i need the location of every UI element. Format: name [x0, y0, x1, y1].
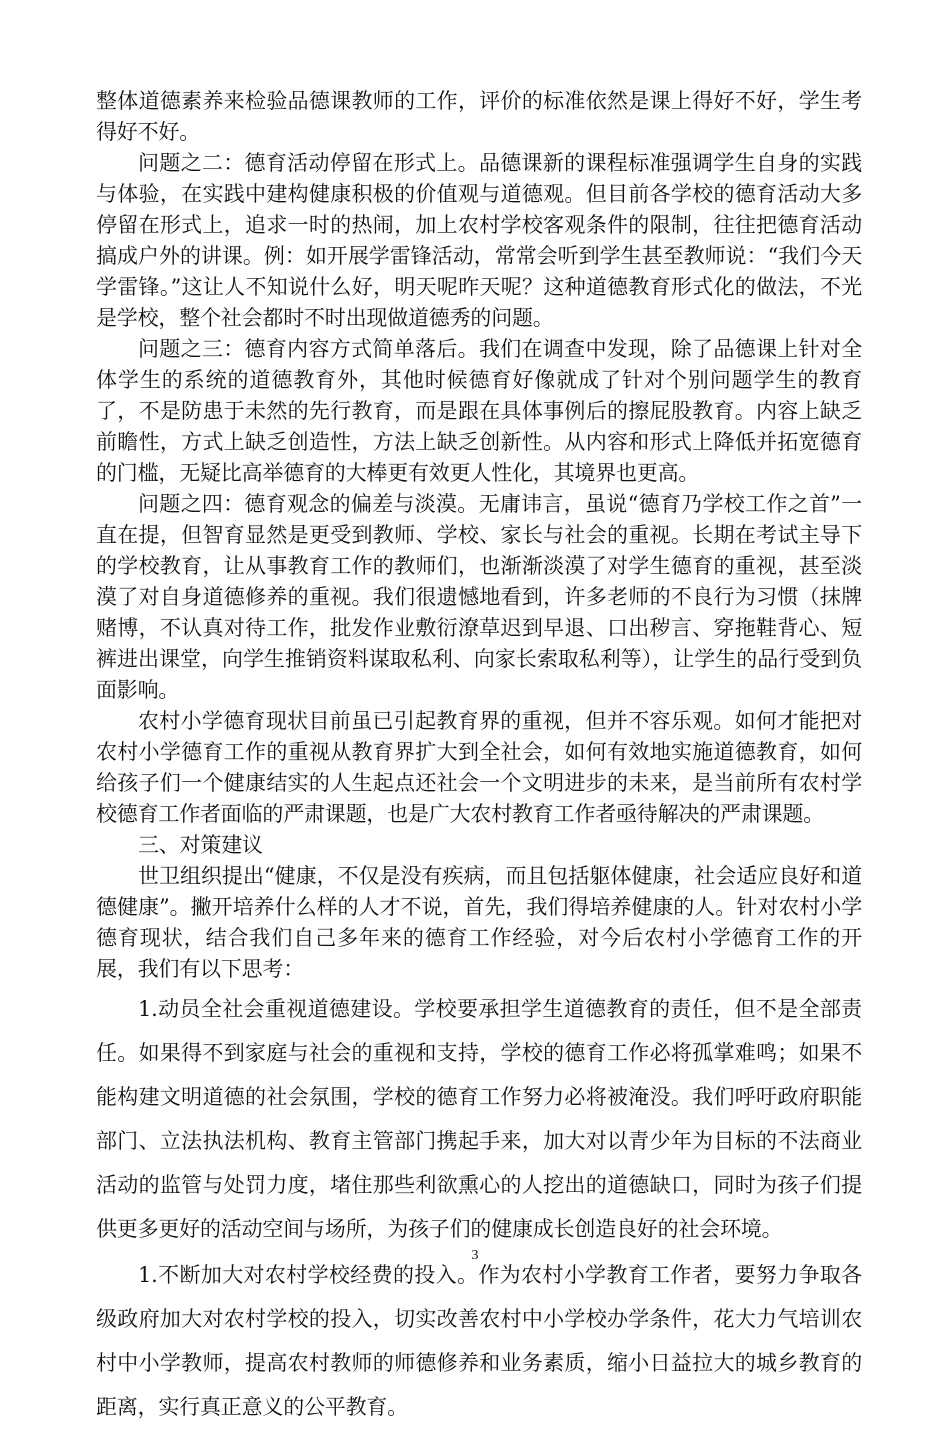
- paragraph-who-definition: 世卫组织提出“健康，不仅是没有疾病，而且包括躯体健康，社会适应良好和道德健康”。撇开培养什么样的人才不说，首先，我们得培养健康的人。针对农村小学德育现状，结合我们自己多年来的德育工作经验，对今后农村小学德育工作的开展，我们有以下思考：: [96, 864, 862, 981]
- paragraph-suggestion-two: 1.不断加大对农村学校经费的投入。作为农村小学教育工作者，要努力争取各级政府加大对农村学校的投入，切实改善农村中小学校办学条件，花大力气培训农村中小学教师，提高农村教师的师德修养和业务素质，缩小日益拉大的城乡教育的距离，实行真正意义的公平教育。: [96, 1263, 862, 1419]
- paragraph-problem-three: 问题之三：德育内容方式简单落后。我们在调查中发现，除了品德课上针对全体学生的系统的道德教育外，其他时候德育好像就成了针对个别问题学生的教育了，不是防患于未然的先行教育，而是跟在具体事例后的擦屁股教育。内容上缺乏前瞻性，方式上缺乏创造性，方法上缺乏创新性。从内容和形式上降低并拓宽德育的门槛，无疑比高举德育的大棒更有效更人性化，其境界也更高。: [96, 337, 862, 485]
- paragraph-summary: 农村小学德育现状目前虽已引起教育界的重视，但并不容乐观。如何才能把对农村小学德育工作的重视从教育界扩大到全社会，如何有效地实施道德教育，如何给孩子们一个健康结实的人生起点还社会一个文明进步的未来，是当前所有农村学校德育工作者面临的严肃课题，也是广大农村教育工作者亟待解决的严肃课题。: [96, 709, 862, 826]
- section-heading-countermeasures: 三、对策建议: [138, 833, 263, 857]
- paragraph-continuation: 整体道德素养来检验品德课教师的工作，评价的标准依然是课上得好不好，学生考得好不好。: [96, 89, 862, 144]
- paragraph-problem-four: 问题之四：德育观念的偏差与淡漠。无庸讳言，虽说“德育乃学校工作之首”一直在提，但智育显然是更受到教师、学校、家长与社会的重视。长期在考试主导下的学校教育，让从事教育工作的教师们，也渐渐淡漠了对学生德育的重视，甚至淡漠了对自身道德修养的重视。我们很遗憾地看到，许多老师的不良行为习惯（抹牌赌博，不认真对待工作，批发作业敷衍潦草迟到早退、口出秽言、穿拖鞋背心、短裤进出课堂，向学生推销资料谋取私利、向家长索取私利等），让学生的品行受到负面影响。: [96, 492, 862, 702]
- paragraph-problem-two: 问题之二：德育活动停留在形式上。品德课新的课程标准强调学生自身的实践与体验，在实践中建构健康积极的价值观与道德观。但目前各学校的德育活动大多停留在形式上，追求一时的热闹，加上农村学校客观条件的限制，往往把德育活动搞成户外的讲课。例：如开展学雷锋活动，常常会听到学生甚至教师说：“我们今天学雷锋。”这让人不知说什么好，明天呢昨天呢？这种道德教育形式化的做法，不光是学校，整个社会都时不时出现做道德秀的问题。: [96, 151, 862, 330]
- document-body: [96, 86, 862, 1429]
- paragraph-suggestion-one: 1.动员全社会重视道德建设。学校要承担学生道德教育的责任，但不是全部责任。如果得不到家庭与社会的重视和支持，学校的德育工作必将孤掌难鸣；如果不能构建文明道德的社会氛围，学校的德育工作努力必将被淹没。我们呼吁政府职能部门、立法执法机构、教育主管部门携起手来，加大对以青少年为目标的不法商业活动的监管与处罚力度，堵住那些利欲熏心的人挖出的道德缺口，同时为孩子们提供更多更好的活动空间与场所，为孩子们的健康成长创造良好的社会环境。: [96, 997, 862, 1241]
- page-number: 3: [471, 1248, 479, 1263]
